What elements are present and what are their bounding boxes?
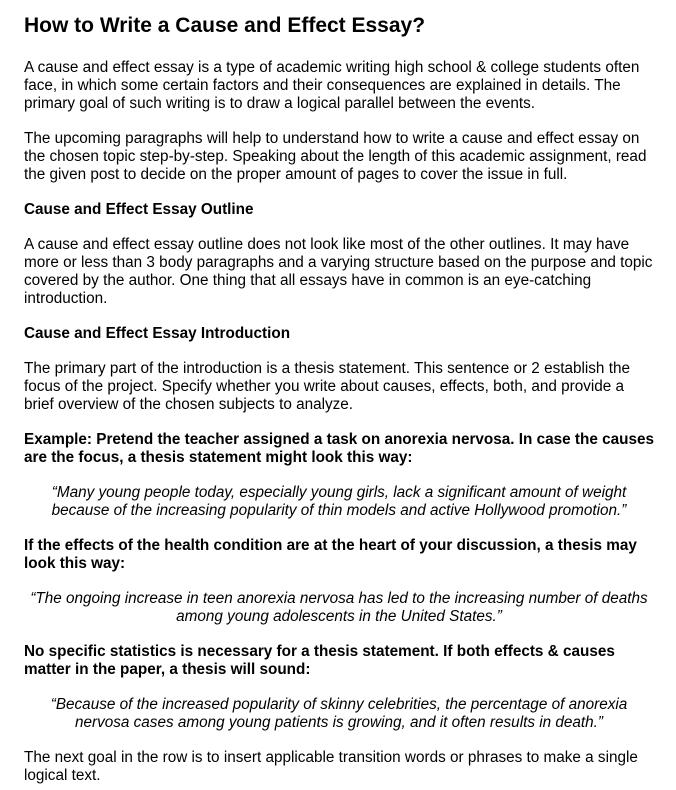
quote-both: “Because of the increased popularity of skinny celebrities, the percentage of anorexia nervosa cases among young patients is growing, and it often results in death.”: [50, 696, 628, 731]
example-both-paragraph: No specific statistics is necessary for a thesis statement. If both effects & causes matter in the paper, a thesis will sound:: [24, 643, 615, 678]
intro-paragraph-1: A cause and effect essay is a type of academic writing high school & college students often face, in which some certain factors and their consequences are explained in details. The primary goal of such writing is to draw a logical parallel between the events.: [24, 59, 640, 112]
page-title: How to Write a Cause and Effect Essay?: [24, 14, 426, 37]
intro-paragraph-2: The upcoming paragraphs will help to understand how to write a cause and effect essay on the chosen topic step-by-step. Speaking about the length of this academic assignment, read the given post to decide on the proper amount of pages to cover the issue in full.: [24, 130, 647, 183]
example-effects-paragraph: If the effects of the health condition are at the heart of your discussion, a thesis may look this way:: [24, 537, 637, 572]
closing-paragraph: The next goal in the row is to insert applicable transition words or phrases to make a single logical text.: [24, 749, 638, 784]
quote-causes: “Many young people today, especially young girls, lack a significant amount of weight because of the increasing popularity of thin models and active Hollywood promotion.”: [51, 484, 627, 519]
outline-heading: Cause and Effect Essay Outline: [24, 201, 254, 218]
example-causes-paragraph: Example: Pretend the teacher assigned a task on anorexia nervosa. In case the causes are the focus, a thesis statement might look this way:: [24, 431, 654, 466]
outline-paragraph: A cause and effect essay outline does not look like most of the other outlines. It may have more or less than 3 body paragraphs and a varying structure based on the purpose and topic covered by the author. One thing that all essays have in common is an eye-catching introduction.: [24, 236, 653, 307]
introduction-paragraph: The primary part of the introduction is a thesis statement. This sentence or 2 establish the focus of the project. Specify whether you write about causes, effects, both, and provide a brief overview of the chosen subjects to analyze.: [24, 360, 630, 413]
quote-effects: “The ongoing increase in teen anorexia nervosa has led to the increasing number of deaths among young adolescents in the United States.”: [30, 590, 648, 625]
introduction-heading: Cause and Effect Essay Introduction: [24, 325, 291, 342]
